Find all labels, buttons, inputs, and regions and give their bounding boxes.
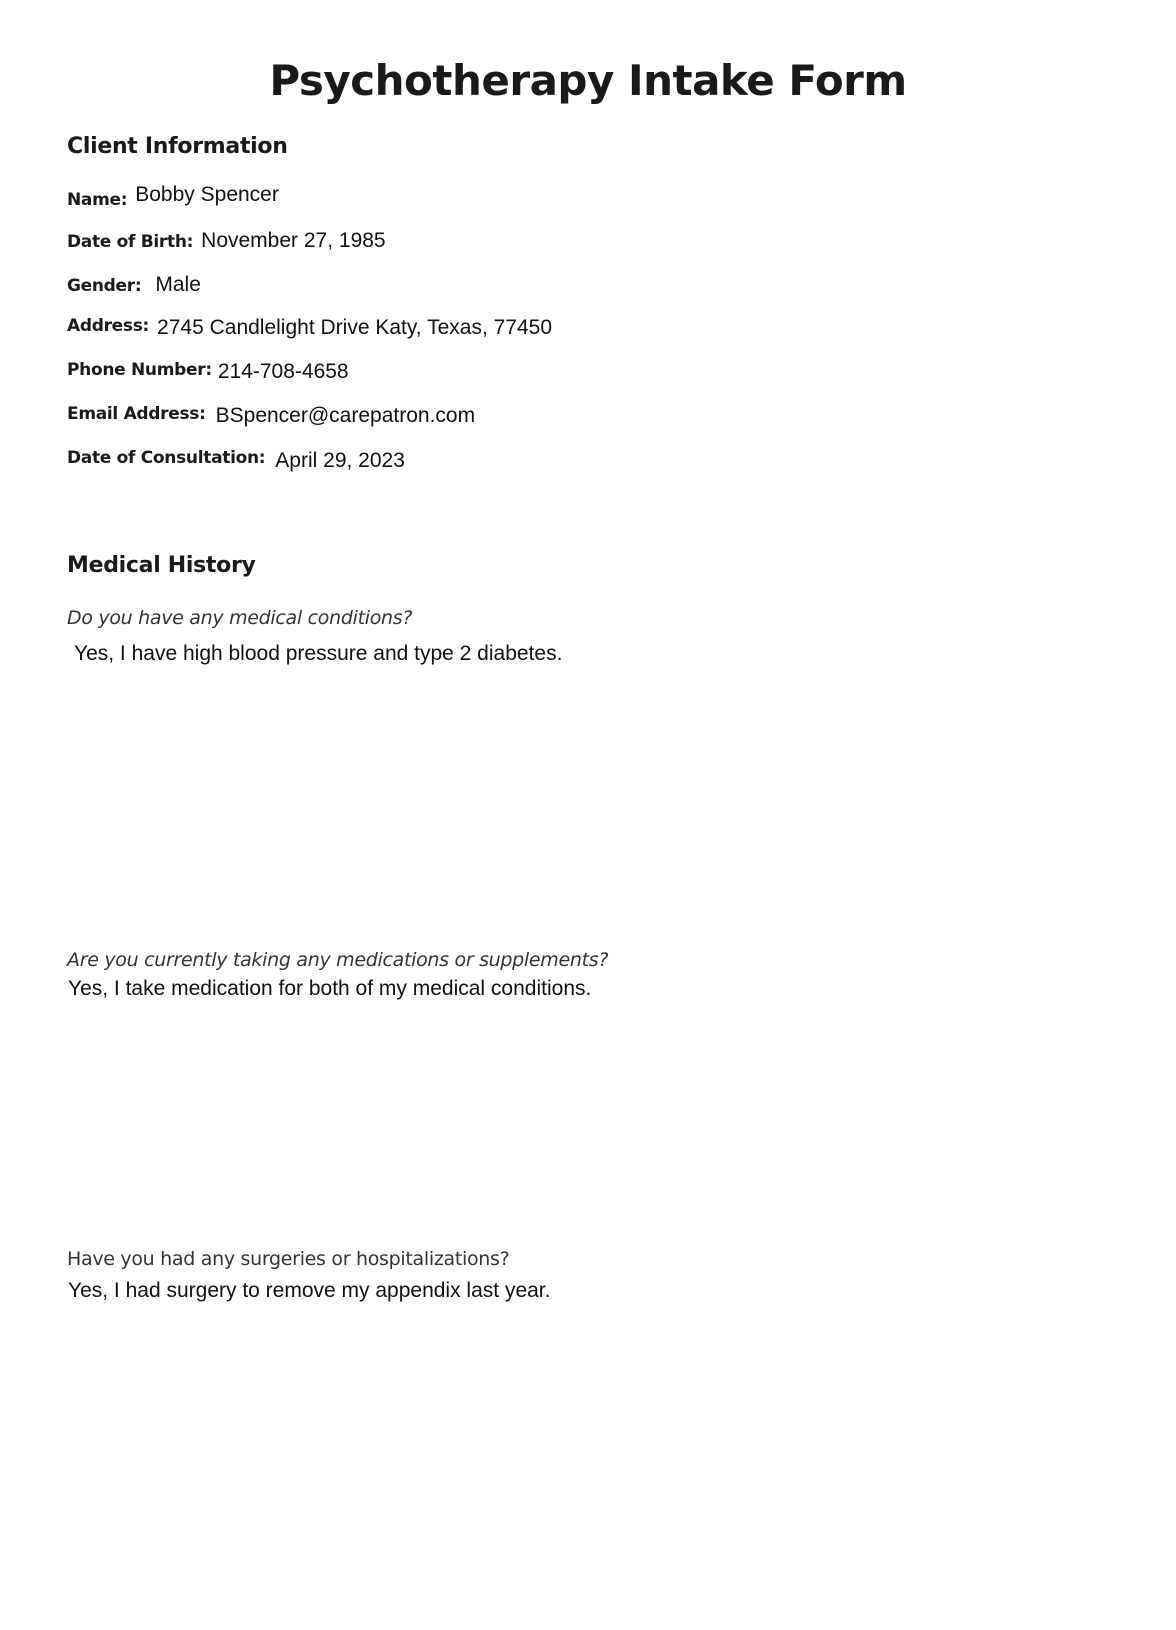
field-label: Gender: (67, 276, 142, 296)
page-title: Psychotherapy Intake Form (269, 56, 907, 105)
field-value: Male (155, 273, 201, 296)
field-label: Date of Consultation: (67, 448, 266, 468)
section-heading-client-information: Client Information (67, 134, 288, 159)
question-medications: Are you currently taking any medications or supplements? (67, 949, 609, 971)
field-date-of-birth (67, 229, 386, 253)
answer-medical-conditions: Yes, I have high blood pressure and type 2 diabetes. (74, 642, 563, 665)
field-address (67, 316, 552, 340)
field-value: Bobby Spencer (135, 183, 279, 206)
field-date-of-consultation (67, 449, 405, 473)
field-gender (67, 273, 201, 297)
field-label: Phone Number: (67, 360, 212, 380)
field-label: Email Address: (67, 404, 206, 424)
answer-surgeries: Yes, I had surgery to remove my appendix last year. (68, 1279, 551, 1302)
field-label: Name: (67, 190, 128, 210)
field-name (67, 183, 279, 210)
field-value: BSpencer@carepatron.com (215, 404, 476, 427)
field-value: 2745 Candlelight Drive Katy, Texas, 77450 (157, 316, 553, 339)
question-medical-conditions: Do you have any medical conditions? (67, 607, 413, 629)
field-phone-number (67, 360, 349, 384)
field-value: 214-708-4658 (217, 360, 349, 383)
section-heading-medical-history: Medical History (67, 553, 256, 578)
field-label: Date of Birth: (67, 232, 194, 252)
question-surgeries: Have you had any surgeries or hospitalizations? (67, 1248, 510, 1270)
answer-medications: Yes, I take medication for both of my medical conditions. (68, 977, 592, 1000)
field-value: November 27, 1985 (201, 229, 386, 252)
field-label: Address: (67, 316, 150, 336)
field-value: April 29, 2023 (275, 449, 405, 472)
field-email-address (67, 404, 475, 428)
